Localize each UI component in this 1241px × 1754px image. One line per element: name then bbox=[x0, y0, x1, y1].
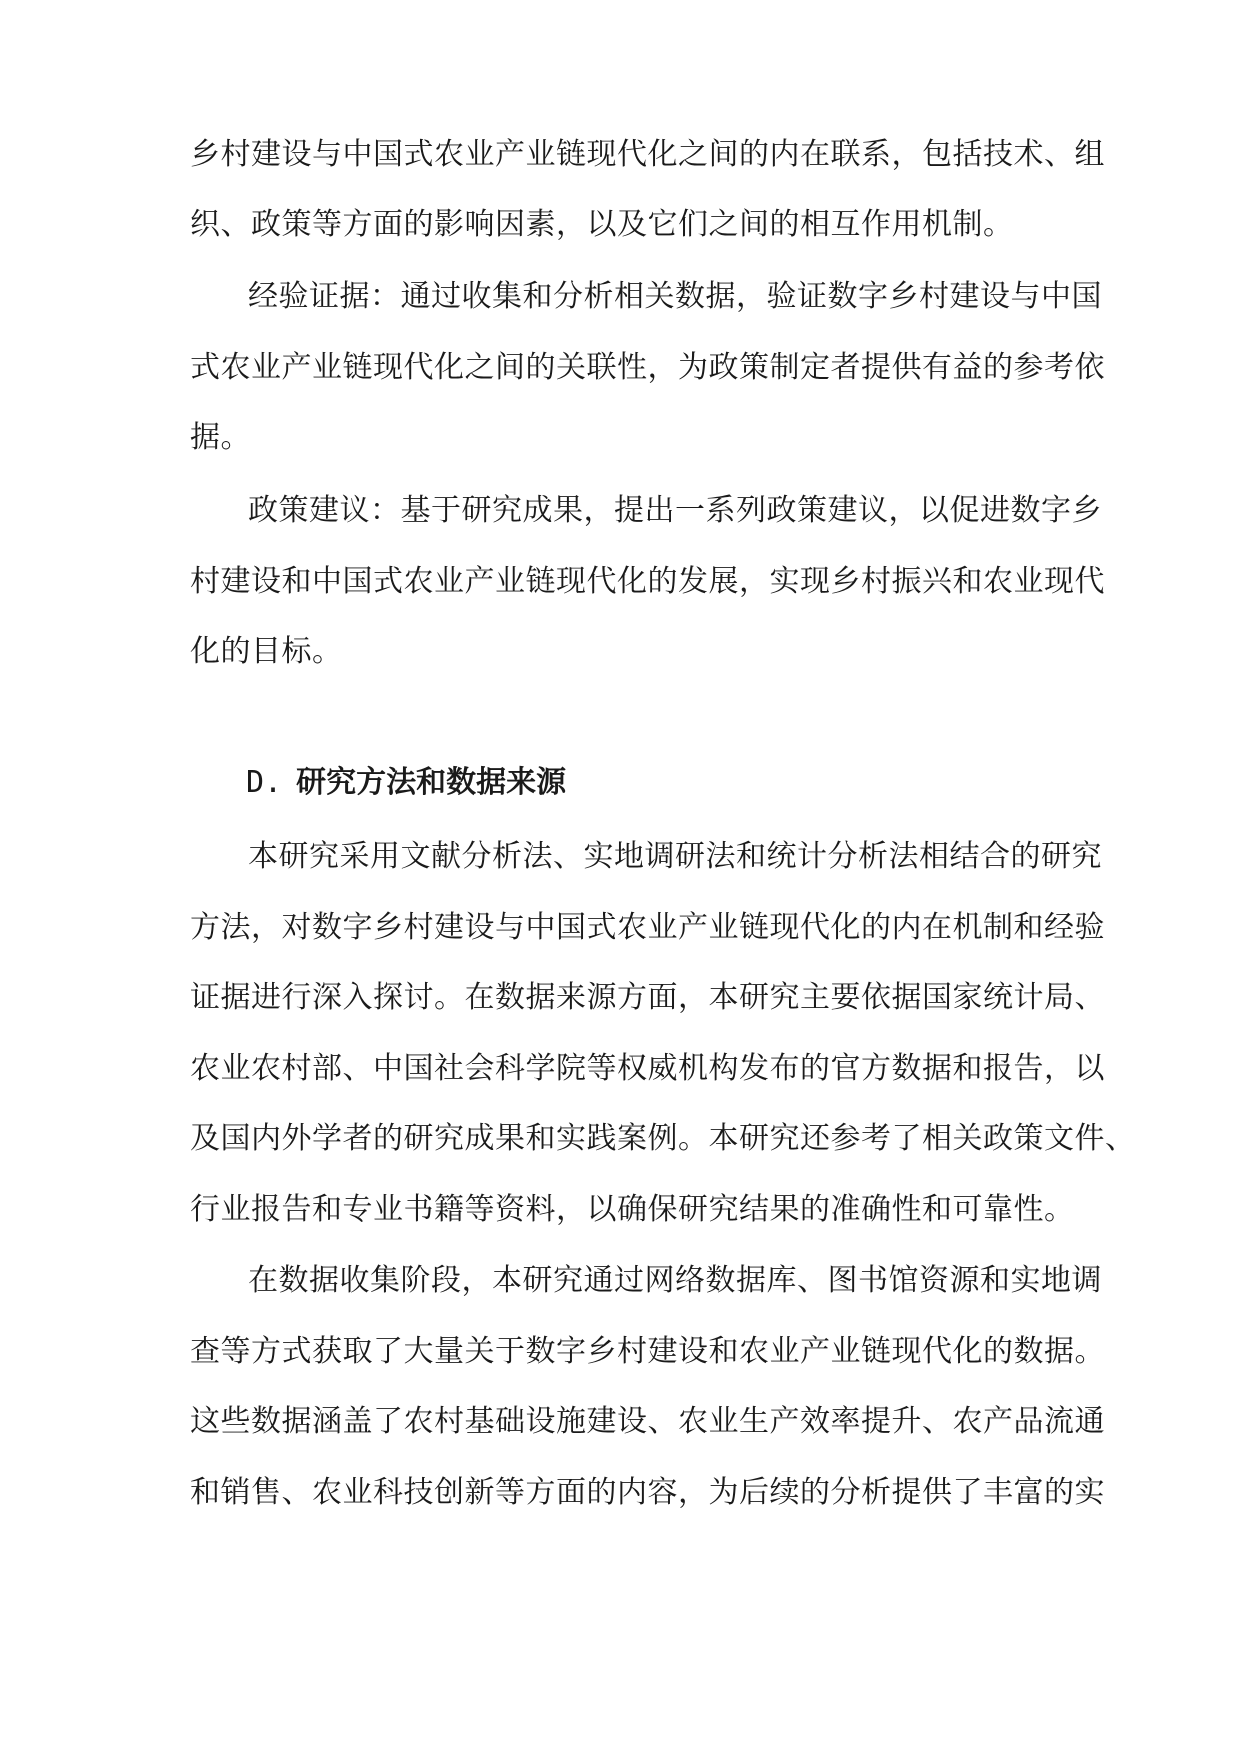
section-letter: D. bbox=[246, 765, 283, 800]
paragraph-3-line-2: 村建设和中国式农业产业链现代化的发展，实现乡村振兴和农业现代 bbox=[190, 564, 1105, 599]
paragraph-1-line-2: 织、政策等方面的影响因素，以及它们之间的相互作用机制。 bbox=[190, 207, 1014, 242]
section-paragraph-1-line-4: 农业农村部、中国社会科学院等权威机构发布的官方数据和报告，以 bbox=[190, 1051, 1105, 1086]
section-paragraph-1-line-6: 行业报告和专业书籍等资料，以确保研究结果的准确性和可靠性。 bbox=[190, 1192, 1075, 1227]
section-paragraph-1-line-5: 及国内外学者的研究成果和实践案例。本研究还参考了相关政策文件、 bbox=[190, 1121, 1136, 1156]
paragraph-2-line-3: 据。 bbox=[190, 420, 251, 455]
paragraph-3-line-1: 政策建议：基于研究成果，提出一系列政策建议，以促进数字乡 bbox=[248, 493, 1102, 528]
section-paragraph-2-line-3: 这些数据涵盖了农村基础设施建设、农业生产效率提升、农产品流通 bbox=[190, 1404, 1105, 1439]
paragraph-1-line-1: 乡村建设与中国式农业产业链现代化之间的内在联系，包括技术、组 bbox=[190, 137, 1105, 172]
section-paragraph-1-line-3: 证据进行深入探讨。在数据来源方面，本研究主要依据国家统计局、 bbox=[190, 980, 1105, 1015]
section-title: 研究方法和数据来源 bbox=[296, 765, 567, 800]
section-paragraph-2-line-2: 查等方式获取了大量关于数字乡村建设和农业产业链现代化的数据。 bbox=[190, 1334, 1105, 1369]
section-paragraph-1-line-1: 本研究采用文献分析法、实地调研法和统计分析法相结合的研究 bbox=[248, 839, 1102, 874]
paragraph-2-line-1: 经验证据：通过收集和分析相关数据，验证数字乡村建设与中国 bbox=[248, 279, 1102, 314]
section-paragraph-2-line-1: 在数据收集阶段，本研究通过网络数据库、图书馆资源和实地调 bbox=[248, 1263, 1102, 1298]
section-paragraph-1-line-2: 方法，对数字乡村建设与中国式农业产业链现代化的内在机制和经验 bbox=[190, 910, 1105, 945]
section-heading bbox=[246, 763, 566, 803]
section-paragraph-2-line-4: 和销售、农业科技创新等方面的内容，为后续的分析提供了丰富的实 bbox=[190, 1475, 1105, 1510]
paragraph-2-line-2: 式农业产业链现代化之间的关联性，为政策制定者提供有益的参考依 bbox=[190, 350, 1105, 385]
paragraph-3-line-3: 化的目标。 bbox=[190, 634, 343, 669]
